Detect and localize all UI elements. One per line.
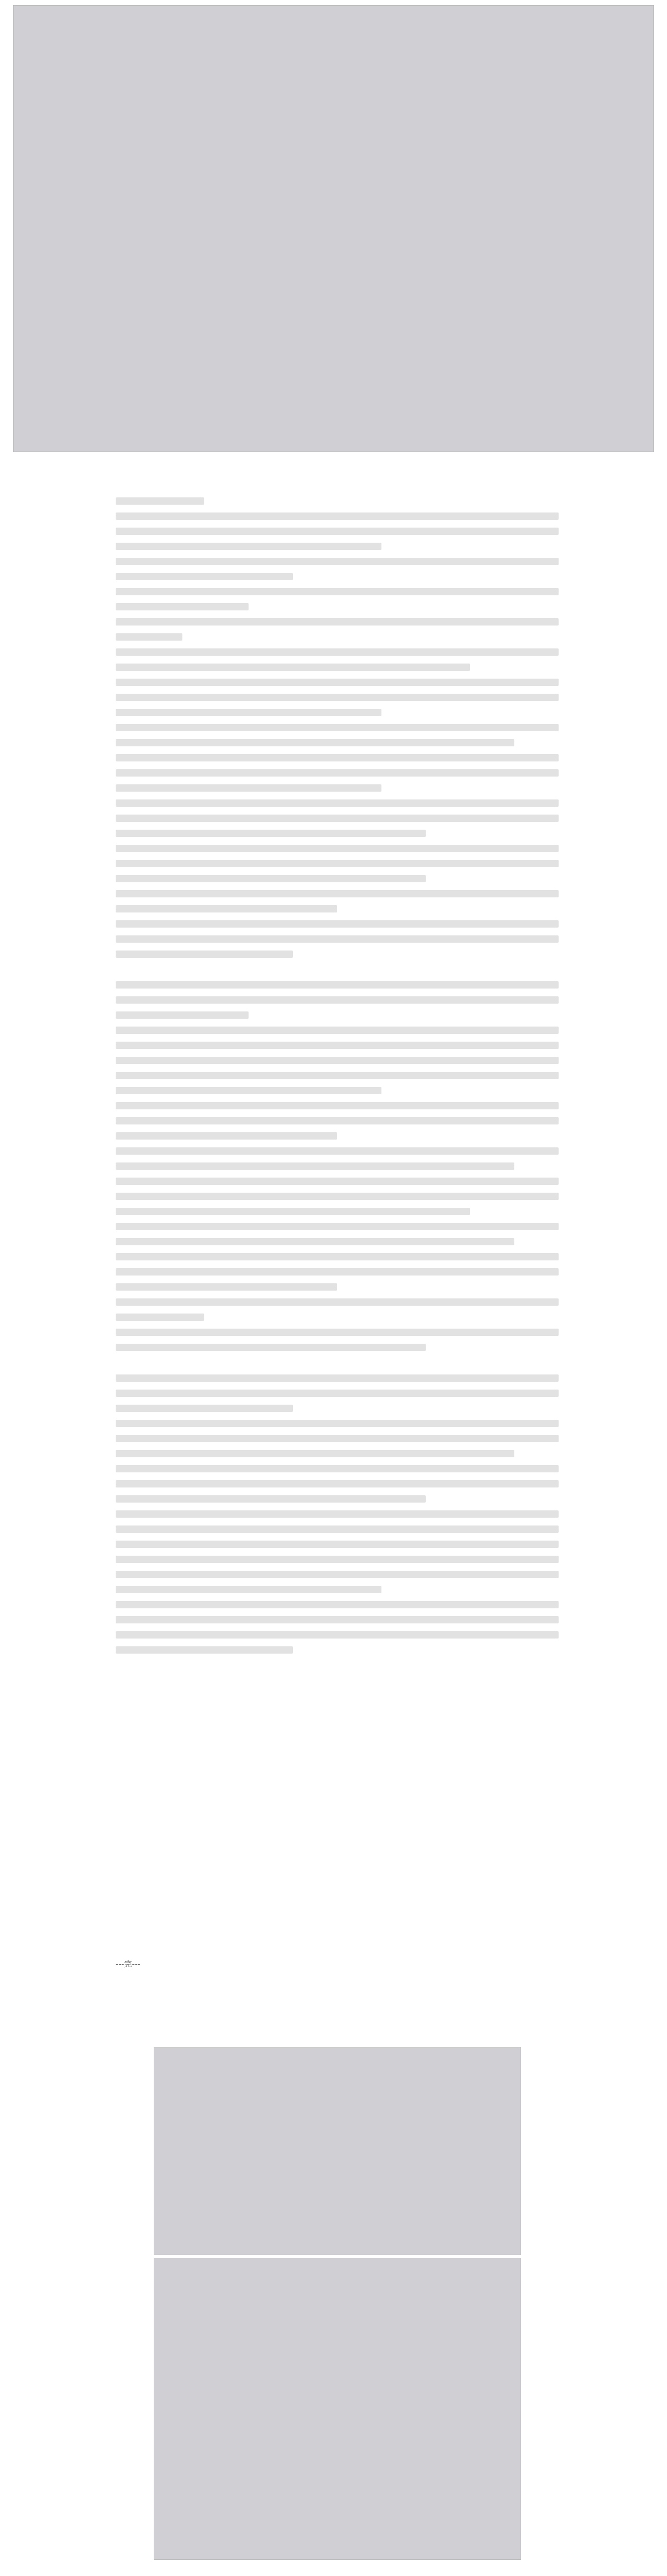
- redacted-text-line: [116, 679, 559, 686]
- redacted-text-line: [116, 724, 559, 731]
- redacted-text-line: [116, 1102, 559, 1109]
- redacted-text-line: [116, 769, 559, 777]
- article-image-bottom-1: [154, 2047, 521, 2255]
- redacted-text-line: [116, 694, 559, 701]
- redacted-text-line: [116, 1162, 514, 1170]
- redacted-text-line: [116, 543, 381, 550]
- redacted-text-line: [116, 709, 381, 716]
- redacted-text-line: [116, 618, 559, 626]
- redacted-text-line: [116, 1298, 559, 1306]
- redacted-text-line: [116, 1420, 559, 1427]
- redacted-text-line: [116, 1571, 559, 1578]
- redacted-text-line: [116, 830, 426, 837]
- redacted-text-line: [116, 497, 204, 505]
- redacted-text-line: [116, 1011, 249, 1019]
- redacted-text-line: [116, 1480, 559, 1487]
- redacted-text-line: [116, 1601, 559, 1608]
- redacted-text-line: [116, 1374, 559, 1382]
- redacted-text-line: [116, 528, 559, 535]
- redacted-text-line: [116, 996, 559, 1004]
- redacted-text-line: [116, 1344, 426, 1351]
- redacted-text-line: [116, 1495, 426, 1503]
- article-image-bottom-2: [154, 2258, 521, 2560]
- redacted-text-line: [116, 1027, 559, 1034]
- redacted-text-line: [116, 1465, 559, 1472]
- redacted-text-line: [116, 1616, 559, 1623]
- redacted-text-line: [116, 1193, 559, 1200]
- redacted-text-line: [116, 905, 337, 912]
- redacted-text-line: [116, 1405, 293, 1412]
- redacted-text-line: [116, 1087, 381, 1094]
- redacted-text-line: [116, 890, 559, 897]
- redacted-text-line: [116, 1390, 559, 1397]
- redacted-text-line: [116, 935, 559, 943]
- redacted-text-line: [116, 845, 559, 852]
- redacted-text-line: [116, 754, 559, 761]
- article-body: [116, 497, 559, 1661]
- redacted-text-line: [116, 981, 559, 989]
- redacted-text-line: [116, 603, 249, 610]
- redacted-text-line: [116, 1057, 559, 1064]
- redacted-text-line: [116, 1435, 559, 1442]
- redacted-text-line: [116, 1631, 559, 1639]
- redacted-text-line: [116, 1072, 559, 1079]
- redacted-text-line: [116, 1208, 470, 1215]
- redacted-text-line: [116, 1541, 559, 1548]
- redacted-text-line: [116, 1329, 559, 1336]
- end-marker: ---完---: [116, 1959, 141, 1969]
- redacted-text-line: [116, 1525, 559, 1533]
- redacted-text-line: [116, 1117, 559, 1124]
- redacted-text-line: [116, 1147, 559, 1155]
- redacted-text-line: [116, 1510, 559, 1518]
- redacted-text-line: [116, 1238, 514, 1245]
- paragraph-gap: [116, 1359, 559, 1374]
- redacted-text-line: [116, 784, 381, 792]
- redacted-text-line: [116, 1283, 337, 1291]
- redacted-text-line: [116, 1253, 559, 1260]
- redacted-text-line: [116, 1450, 514, 1457]
- redacted-text-line: [116, 1268, 559, 1276]
- redacted-text-line: [116, 1132, 337, 1140]
- redacted-text-line: [116, 860, 559, 867]
- redacted-text-line: [116, 1042, 559, 1049]
- redacted-text-line: [116, 799, 559, 807]
- redacted-text-line: [116, 648, 559, 656]
- redacted-text-line: [116, 951, 293, 958]
- redacted-text-line: [116, 512, 559, 520]
- redacted-text-line: [116, 1314, 204, 1321]
- redacted-text-line: [116, 1556, 559, 1563]
- redacted-text-line: [116, 875, 426, 882]
- redacted-text-line: [116, 920, 559, 928]
- article-image-top: [13, 5, 654, 452]
- paragraph-gap: [116, 966, 559, 981]
- redacted-text-line: [116, 1586, 381, 1593]
- redacted-text-line: [116, 573, 293, 580]
- redacted-text-line: [116, 1646, 293, 1654]
- redacted-text-line: [116, 633, 182, 641]
- redacted-text-line: [116, 1178, 559, 1185]
- redacted-text-line: [116, 1223, 559, 1230]
- redacted-text-line: [116, 558, 559, 565]
- redacted-text-line: [116, 739, 514, 746]
- redacted-text-line: [116, 588, 559, 595]
- redacted-text-line: [116, 815, 559, 822]
- redacted-text-line: [116, 664, 470, 671]
